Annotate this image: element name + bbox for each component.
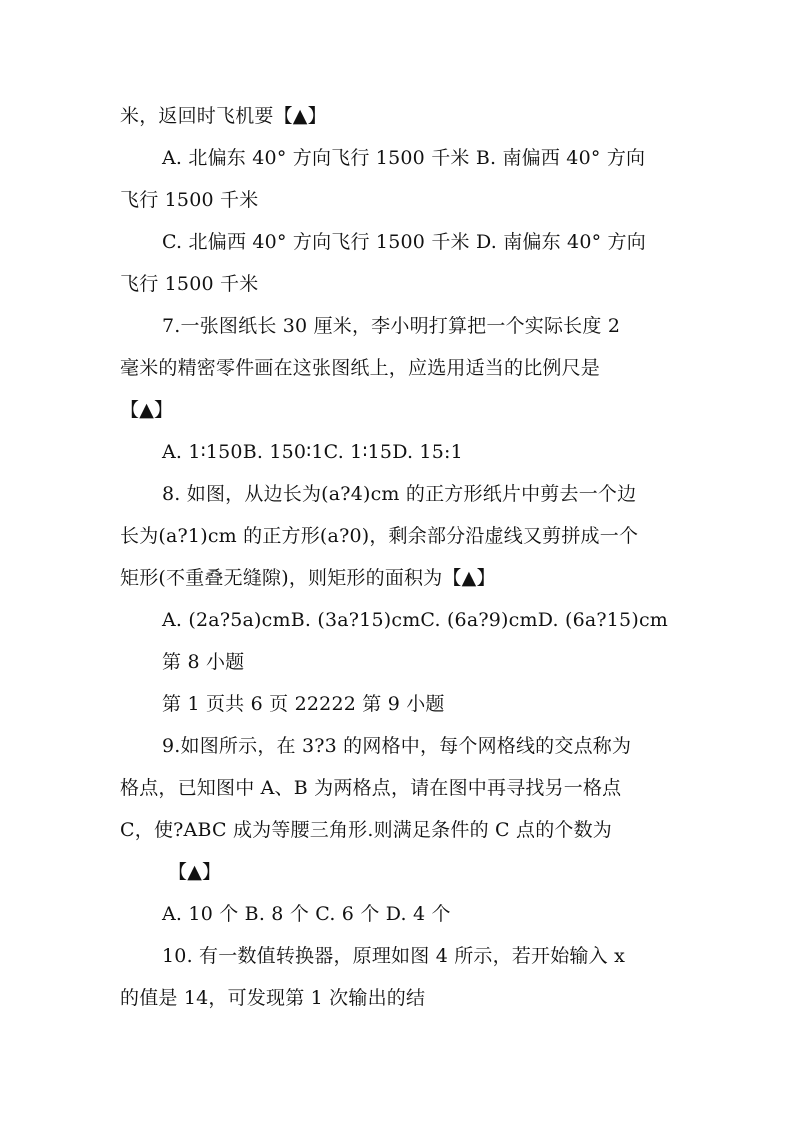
question-7-answer-mark: 【▲】 [120,399,174,421]
text-line-3: 飞行 1500 千米 [120,189,259,211]
question-8-line-1: 8. 如图，从边长为(a?4)cm 的正方形纸片中剪去一个边 [162,483,637,505]
question-9-options: A. 10 个 B. 8 个 C. 6 个 D. 4 个 [162,903,451,925]
figure-8-caption: 第 8 小题 [162,651,245,673]
question-9-answer-mark: 【▲】 [168,861,222,883]
text-line-5: 飞行 1500 千米 [120,273,259,295]
question-10-line-1: 10. 有一数值转换器，原理如图 4 所示，若开始输入 x [162,945,625,967]
question-9-line-3: C，使?ABC 成为等腰三角形.则满足条件的 C 点的个数为 [120,819,612,841]
question-8-line-2: 长为(a?1)cm 的正方形(a?0)，剩余部分沿虚线又剪拼成一个 [120,525,639,547]
question-8-line-3: 矩形(不重叠无缝隙)，则矩形的面积为【▲】 [120,567,496,589]
question-9-line-1: 9.如图所示，在 3?3 的网格中，每个网格线的交点称为 [162,735,632,757]
option-line-6ab: A. 北偏东 40° 方向飞行 1500 千米 B. 南偏西 40° 方向 [162,147,646,169]
option-line-6cd: C. 北偏西 40° 方向飞行 1500 千米 D. 南偏东 40° 方向 [162,231,646,253]
question-8-options: A. (2a?5a)cmB. (3a?15)cmC. (6a?9)cmD. (6a?15)cm [162,609,669,631]
question-7-line-2: 毫米的精密零件画在这张图纸上，应选用适当的比例尺是 [120,357,601,379]
text-line-1: 米，返回时飞机要【▲】 [120,105,327,127]
question-7-line-1: 7.一张图纸长 30 厘米，李小明打算把一个实际长度 2 [162,315,621,337]
page-footer-line: 第 1 页共 6 页 22222 第 9 小题 [162,693,445,715]
question-10-line-2: 的值是 14，可发现第 1 次输出的结 [120,987,426,1009]
question-9-line-2: 格点，已知图中 A、B 为两格点，请在图中再寻找另一格点 [120,777,622,799]
question-7-options: A. 1∶150B. 150∶1C. 1∶15D. 15:1 [162,441,463,463]
